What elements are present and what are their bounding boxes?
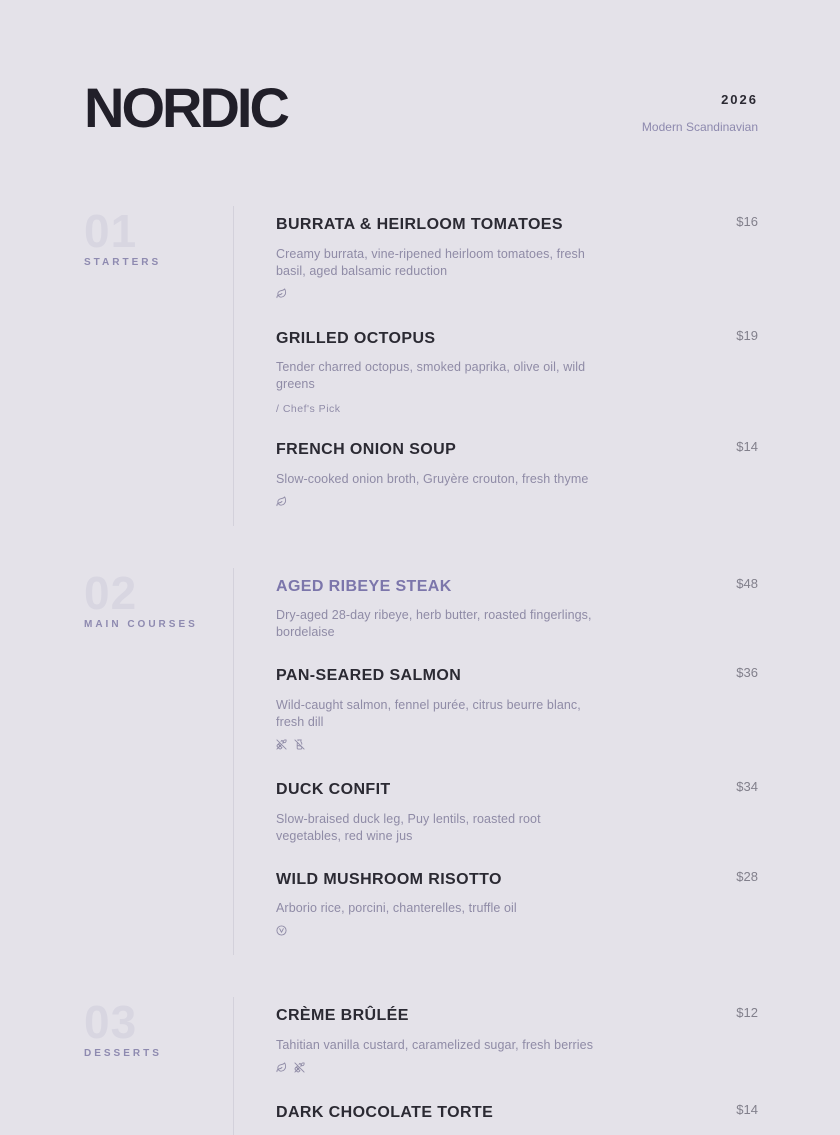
section-number: 01 [84,205,138,257]
leaf-icon [276,286,287,304]
menu-item-badges [276,737,758,755]
menu-item-description: Dry-aged 28-day ribeye, herb butter, roasted fingerlings, bordelaise [276,608,592,640]
menu-item-name: BURRATA & HEIRLOOM TOMATOES [276,216,563,233]
menu-item-name: PAN-SEARED SALMON [276,667,462,685]
menu-item-header [276,868,758,889]
leaf-icon [276,1060,287,1078]
menu-item-header [276,216,758,234]
dairy-free-icon [294,737,305,755]
section-label: DESSERTS [84,1048,162,1060]
section-number: 02 [84,566,138,619]
gluten-free-icon [276,737,287,755]
header-right [642,84,758,134]
menu-item-badges [276,1060,758,1078]
menu-item-description: Arborio rice, porcini, chanterelles, truffle oil [276,901,517,916]
section-items [233,206,758,526]
menu-item-header [276,575,758,596]
menu-item-name: AGED RIBEYE STEAK [276,577,452,595]
menu-item-name: FRENCH ONION SOUP [276,441,457,459]
menu-item-header [276,327,758,348]
menu-item-name: GRILLED OCTOPUS [276,329,436,347]
gluten-free-icon [294,1060,305,1078]
section-label: STARTERS [84,257,162,268]
menu-item-header [276,1101,758,1122]
menu-item-description: Tahitian vanilla custard, caramelized sugar, fresh berries [276,1037,594,1052]
menu-item-header [276,441,758,459]
menu-item-badges [276,494,758,512]
menu-item[interactable] [276,667,758,755]
menu-item[interactable] [276,1101,758,1122]
menu-item-price: $16 [736,214,758,229]
menu-item-name: DUCK CONFIT [276,780,391,798]
menu-item-name: CRÈME BRÛLÉE [276,1007,409,1025]
menu-year: 2026 [721,92,758,107]
menu-item-price: $36 [736,665,758,681]
menu-item[interactable] [276,441,758,512]
section-label: MAIN COURSES [84,618,198,630]
section-number: 03 [84,996,138,1049]
menu-item-price: $12 [736,1005,758,1021]
menu-section-starters [84,206,758,526]
menu-section-desserts [84,997,758,1135]
menu-sections [84,206,758,1135]
brand-logo: NORDIC [84,76,287,139]
menu-item-badges [276,923,758,941]
menu-item-tag: / Chef's Pick [276,403,341,416]
menu-item-description: Slow-braised duck leg, Puy lentils, roasted root vegetables, red wine jus [276,811,541,843]
menu-item-badges [276,286,758,304]
menu-item-description: Slow-cooked onion broth, Gruyère crouton, fresh thyme [276,471,589,486]
menu-item-description: Wild-caught salmon, fennel purée, citrus beurre blanc, fresh dill [276,697,581,729]
menu-item[interactable] [276,327,758,416]
menu-item-price: $48 [736,575,758,591]
menu-item[interactable] [276,778,758,845]
leaf-icon [276,494,287,512]
menu-item-price: $14 [736,1101,758,1117]
menu-item-description: Tender charred octopus, smoked paprika, olive oil, wild greens [276,360,586,392]
menu-tagline: Modern Scandinavian [641,120,758,134]
menu-header [84,76,758,139]
section-items [233,568,758,955]
menu-item-price: $19 [736,327,758,343]
menu-item-price: $28 [736,868,758,884]
menu-item-price: $14 [736,439,758,455]
menu-item[interactable] [276,868,758,942]
menu-item-header [276,778,758,799]
menu-item-header [276,667,758,685]
section-header [84,206,233,526]
menu-item-name: DARK CHOCOLATE TORTE [276,1103,494,1121]
menu-item-description: Creamy burrata, vine-ripened heirloom tomatoes, fresh basil, aged balsamic reduction [276,246,585,278]
menu-item-name: WILD MUSHROOM RISOTTO [276,870,502,888]
menu-item-price: $34 [736,778,758,794]
section-header [84,997,233,1135]
section-items [233,997,758,1135]
menu-item-header [276,1007,758,1025]
section-header [84,568,233,955]
menu-item[interactable] [276,575,758,642]
menu-section-main-courses [84,568,758,955]
vegan-icon [276,923,287,941]
menu-item[interactable] [276,1007,758,1078]
menu-item[interactable] [276,216,758,304]
